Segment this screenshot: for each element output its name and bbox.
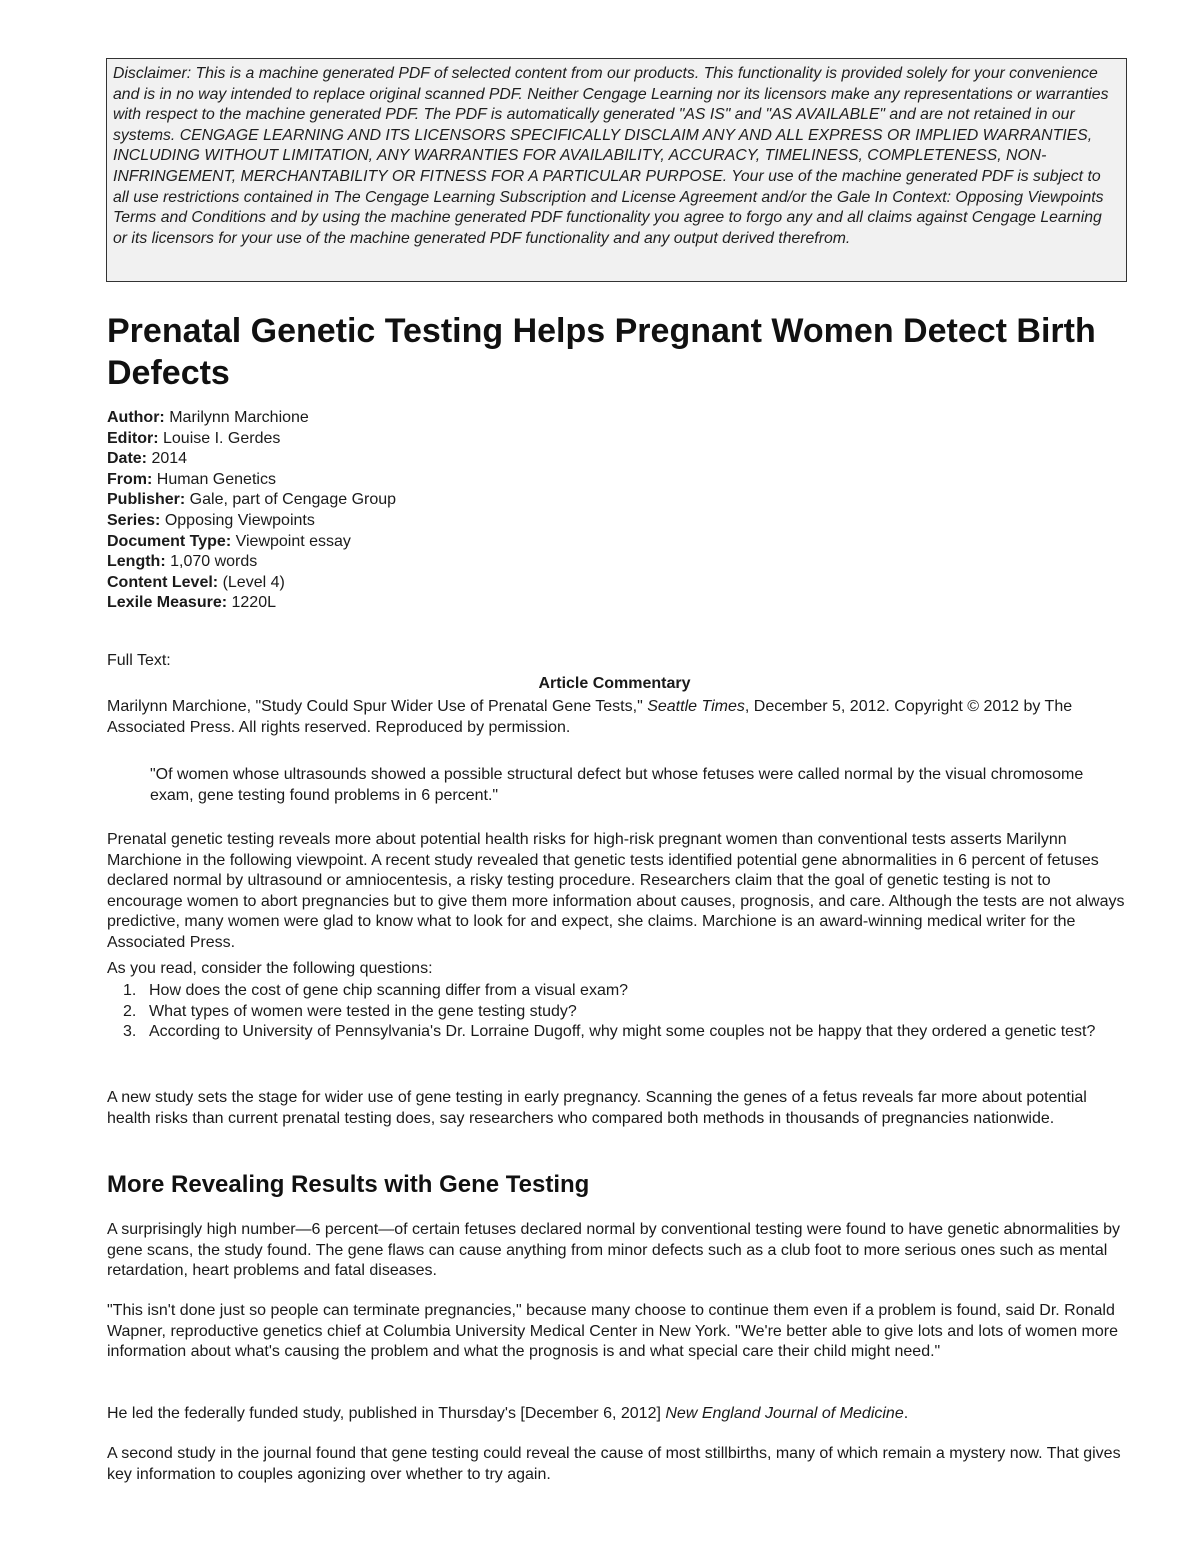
meta-value: Gale, part of Cengage Group <box>185 491 397 509</box>
meta-value: Human Genetics <box>152 470 276 488</box>
meta-value: (Level 4) <box>218 573 285 591</box>
meta-label: From: <box>107 470 153 488</box>
intro-paragraph: A new study sets the stage for wider use of gene testing in early pregnancy. Scanning the genes of a fetus reveals far more about potential health risks than current prenatal testing does, say researchers who compared both methods in thousands of pregnancies nationwide. <box>107 1089 1087 1127</box>
list-number: 2. <box>123 1002 137 1020</box>
body-paragraph: "This isn't done just so people can terminate pregnancies," because many choose to continue them even if a problem is found, said Dr. Ronald Wapner, reproductive genetics chief at Columbia University Medical Center in New York. "We're better able to give lots and lots of women more information about what's causing the problem and what the prognosis is and what special care their child might need." <box>107 1302 1118 1361</box>
list-number: 1. <box>123 982 137 999</box>
meta-value: 1,070 words <box>165 553 258 571</box>
meta-label: Document Type: <box>107 532 232 550</box>
meta-label: Publisher: <box>107 491 186 509</box>
meta-label: Date: <box>107 450 148 468</box>
meta-label: Length: <box>107 553 166 571</box>
meta-label: Author: <box>107 409 165 426</box>
body-paragraph: A second study in the journal found that gene testing could reveal the cause of most stillbirths, many of which remain a mystery now. That gives key information to couples agonizing over whether to try again. <box>107 1445 1121 1483</box>
meta-publisher <box>107 490 807 511</box>
meta-series <box>107 511 807 532</box>
section-heading: More Revealing Results with Gene Testing <box>107 1171 590 1198</box>
questions-list <box>107 981 1097 1043</box>
list-item <box>107 1022 1097 1043</box>
list-number: 3. <box>123 1023 137 1041</box>
disclaimer-box <box>106 58 1127 282</box>
meta-lexile-measure <box>107 593 807 614</box>
disclaimer-text: Disclaimer: This is a machine generated PDF of selected content from our products. This functionality is provided solely for your convenience and is in no way intended to replace original scanned PDF. Neither Cengage Learning nor its licensors make any representations or warranties with respect to the machine generated PDF. The PDF is automatically generated "AS IS" and "AS AVAILABLE" and are not retained in our systems. CENGAGE LEARNING AND ITS LICENSORS SPECIFICALLY DISCLAIM ANY AND ALL EXPRESS OR IMPLIED WARRANTIES, INCLUDING WITHOUT LIMITATION, ANY WARRANTIES FOR AVAILABILITY, ACCURACY, TIMELINESS, COMPLETENESS, NON-INFRINGEMENT, MERCHANTABILITY OR FITNESS FOR A PARTICULAR PURPOSE. Your use of the machine generated PDF is subject to all use restrictions contained in The Cengage Learning Subscription and License Agreement and/or the Gale In Context: Opposing Viewpoints Terms and Conditions and by using the machine generated PDF functionality you agree to forgo any and all claims against Cengage Learning or its licensors for your use of the machine generated PDF functionality and any output derived therefrom. <box>113 65 1109 247</box>
body-paragraph: A surprisingly high number—6 percent—of certain fetuses declared normal by conventional testing were found to have genetic abnormalities by gene scans, the study found. The gene flaws can cause anything from minor defects such as a club foot to more serious ones such as mental retardation, heart problems and fatal diseases. <box>107 1221 1121 1280</box>
summary-paragraph: Prenatal genetic testing reveals more about potential health risks for high-risk pregnant women than conventional tests asserts Marilynn Marchione in the following viewpoint. A recent study revealed that genetic tests identified potential gene abnormalities in 6 percent of fetuses declared normal by ultrasound or amniocentesis, a risky testing procedure. Researchers claim that the goal of genetic testing is not to encourage women to abort pregnancies but to give them more information about causes, prognosis, and care. Although the tests are not always predictive, many women were glad to know what to look for and expect, she claims. Marchione is an award-winning medical writer for the Associated Press. <box>107 831 1125 951</box>
list-item <box>107 981 1097 1002</box>
journal-name: New England Journal of Medicine <box>665 1405 904 1422</box>
question-text: According to University of Pennsylvania's Dr. Lorraine Dugoff, why might some couples not be happy that they ordered a genetic test? <box>149 1023 1096 1041</box>
citation <box>107 697 1127 738</box>
article-commentary-heading: Article Commentary <box>538 675 691 692</box>
meta-value: Viewpoint essay <box>231 532 351 550</box>
questions-intro: As you read, consider the following questions: <box>107 960 433 977</box>
meta-content-level <box>107 573 807 594</box>
meta-label: Lexile Measure: <box>107 594 228 612</box>
meta-author <box>107 408 807 429</box>
meta-editor <box>107 429 807 450</box>
meta-value: 1220L <box>227 594 276 612</box>
body-text-end: . <box>903 1405 909 1422</box>
meta-date <box>107 449 807 470</box>
meta-label: Content Level: <box>107 573 219 591</box>
body-text: He led the federally funded study, published in Thursday's [December 6, 2012] <box>107 1405 666 1422</box>
meta-document-type <box>107 532 807 553</box>
question-text: What types of women were tested in the gene testing study? <box>149 1002 577 1020</box>
meta-label: Editor: <box>107 429 159 447</box>
body-paragraph <box>107 1404 1127 1425</box>
meta-label: Series: <box>107 511 161 529</box>
meta-value: Louise I. Gerdes <box>158 429 281 447</box>
list-item <box>107 1002 1097 1023</box>
question-text: How does the cost of gene chip scanning differ from a visual exam? <box>149 982 629 999</box>
meta-value: 2014 <box>147 450 188 468</box>
meta-value: Opposing Viewpoints <box>160 511 315 529</box>
meta-from <box>107 470 807 491</box>
pull-quote: "Of women whose ultrasounds showed a possible structural defect but whose fetuses were called normal by the visual chromosome exam, gene testing found problems in 6 percent." <box>150 766 1084 804</box>
meta-length <box>107 552 807 573</box>
citation-source: Seattle Times <box>647 698 745 715</box>
citation-text: Marilynn Marchione, "Study Could Spur Wider Use of Prenatal Gene Tests," <box>107 698 648 715</box>
meta-value: Marilynn Marchione <box>164 409 309 426</box>
full-text-label: Full Text: <box>107 652 171 669</box>
article-title: Prenatal Genetic Testing Helps Pregnant Women Detect Birth Defects <box>107 312 1096 392</box>
article-metadata <box>107 408 807 614</box>
citation-text-end: , December 5, 2012. Copyright © 2012 by The Associated Press. All rights reserved. Reproduced by permission. <box>107 698 1073 736</box>
